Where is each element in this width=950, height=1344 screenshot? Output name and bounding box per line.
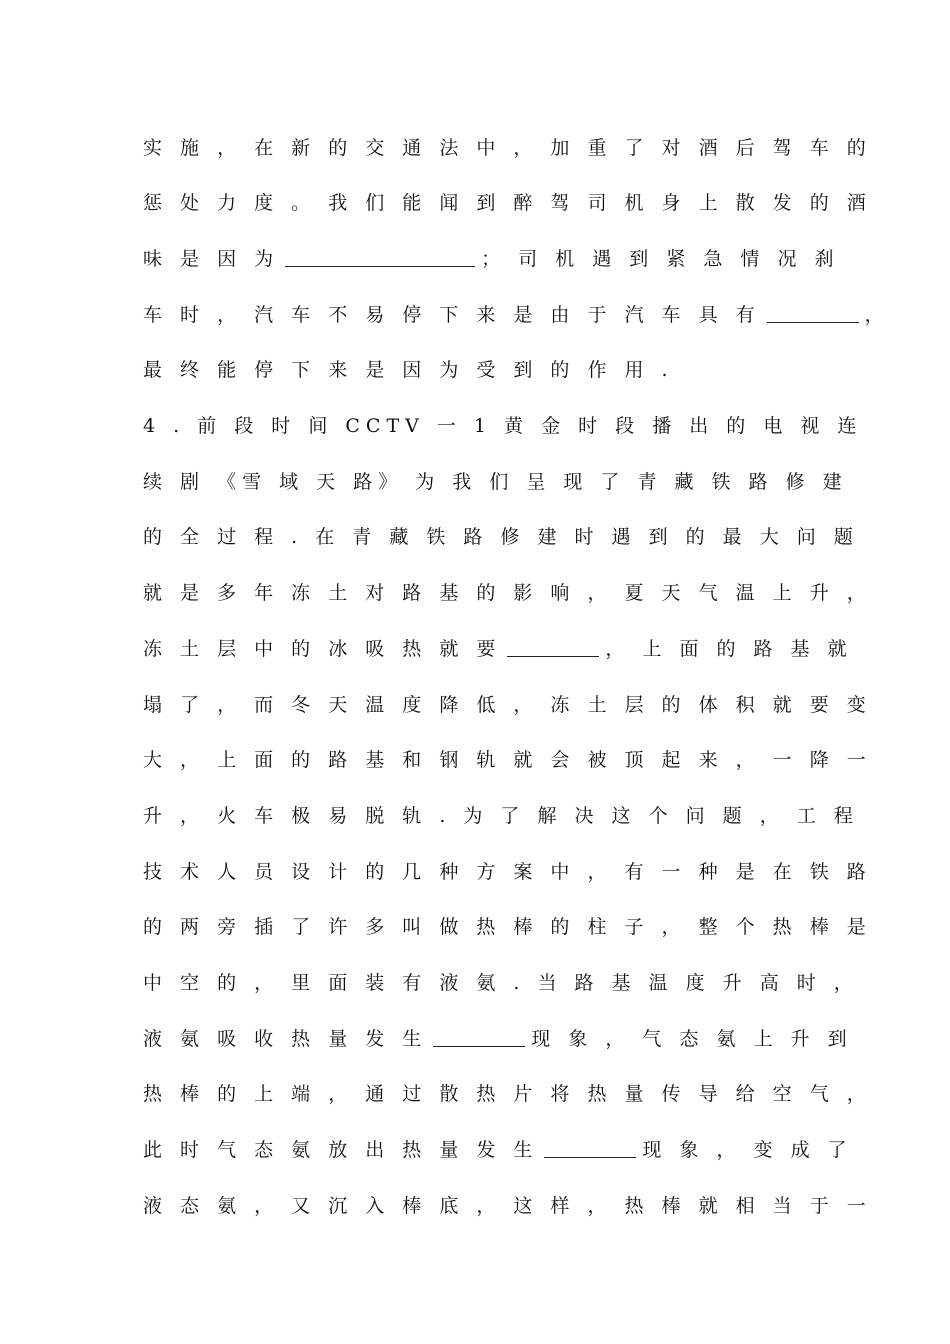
text-line [143,293,890,333]
text-line [143,1017,853,1057]
text-segment: 中 空 的 ， 里 面 装 有 液 氨 . 当 路 基 温 度 升 高 时 ， [143,972,859,994]
text-line [143,237,839,277]
text-segment: 实 施 ， 在 新 的 交 通 法 中 ， 加 重 了 对 酒 后 驾 车 的 [143,136,872,159]
text-segment: 此 时 气 态 氨 放 出 热 量 发 生 [143,1139,539,1162]
text-segment: 车 时 ， 汽 车 不 易 停 下 来 是 由 于 汽 车 具 有 [143,303,761,326]
text-line [143,460,848,500]
text-segment: 4 . 前 段 时 间 CCTV 一 1 黄 金 时 段 播 出 的 电 视 连 [143,415,863,437]
text-segment: 最 终 能 停 下 来 是 因 为 受 到 的 作 用 . [143,359,674,382]
answer-blank [507,638,599,657]
text-segment: 热 棒 的 上 端 ， 通 过 散 热 片 将 热 量 传 导 给 空 气 ， [143,1083,872,1106]
answer-blank [767,304,859,323]
text-line [143,683,872,723]
text-segment: 现 象 ， 变 成 了 [642,1139,853,1162]
text-segment: 就 是 多 年 冻 土 对 路 基 的 影 响 ， 夏 天 气 温 上 升 ， [143,582,872,605]
text-segment: 续 剧 《雪 域 天 路》 为 我 们 呈 现 了 青 藏 铁 路 修 建 [143,470,848,493]
text-segment: 冻 土 层 中 的 冰 吸 热 就 要 [143,637,502,660]
text-line [143,962,859,1002]
text-line [143,516,859,556]
text-segment: 液 态 氨 ， 又 沉 入 棒 底 ， 这 样 ， 热 棒 就 相 当 于 一 [143,1194,872,1217]
text-line [143,850,872,890]
text-line [143,405,862,445]
text-segment: ； 司 机 遇 到 紧 急 情 况 刹 [481,247,840,270]
text-segment: 的 全 过 程 . 在 青 藏 铁 路 修 建 时 遇 到 的 最 大 问 题 [143,526,859,549]
text-segment: ， [864,303,890,326]
text-line [143,572,872,612]
text-line [143,1184,872,1224]
text-segment: 技 术 人 员 设 计 的 几 种 方 案 中 ， 有 一 种 是 在 铁 路 [143,860,872,883]
text-line [143,906,872,946]
text-segment: 惩 处 力 度 。 我 们 能 闻 到 醉 驾 司 机 身 上 散 发 的 酒 [143,192,872,215]
text-segment: 升 ， 火 车 极 易 脱 轨 . 为 了 解 决 这 个 问 题 ， 工 程 [143,804,859,827]
text-line [143,349,674,389]
text-line [143,739,872,779]
text-segment: ， 上 面 的 路 基 就 [605,637,853,660]
text-segment: 现 象 ， 气 态 氨 上 升 到 [531,1027,853,1050]
text-segment: 塌 了 ， 而 冬 天 温 度 降 低 ， 冻 土 层 的 体 积 就 要 变 [143,693,872,716]
text-line [143,1073,872,1113]
text-line [143,126,872,166]
text-line [143,182,872,222]
answer-blank [544,1139,636,1158]
answer-blank [433,1028,525,1047]
text-segment: 味 是 因 为 [143,247,280,270]
text-segment: 大 ， 上 面 的 路 基 和 钢 轨 就 会 被 顶 起 来 ， 一 降 一 [143,749,872,772]
text-line [143,1129,853,1169]
text-line [143,627,853,667]
text-segment: 液 氨 吸 收 热 量 发 生 [143,1027,428,1050]
answer-blank [285,248,475,267]
text-line [143,794,859,834]
text-segment: 的 两 旁 插 了 许 多 叫 做 热 棒 的 柱 子 ， 整 个 热 棒 是 [143,916,872,939]
